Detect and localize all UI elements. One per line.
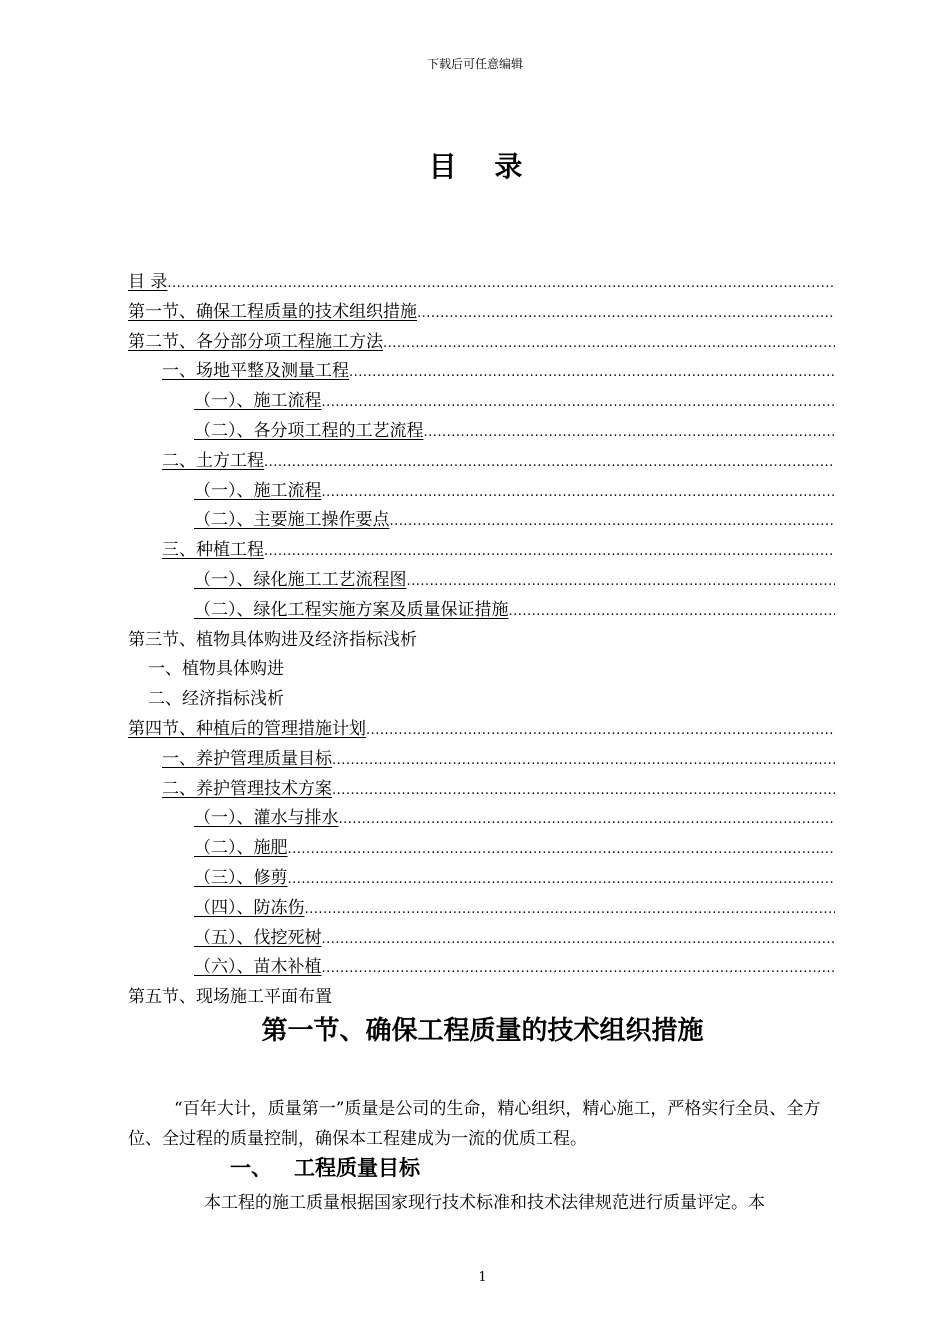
toc-entry-label[interactable]: （六）、苗木补植: [194, 957, 322, 978]
toc-entry-label[interactable]: 一、养护管理质量目标: [162, 748, 332, 769]
toc-entry-label[interactable]: （二）、绿化工程实施方案及质量保证措施: [194, 599, 509, 620]
toc-dot-leader: [407, 567, 836, 597]
toc-entry-label[interactable]: 二、土方工程: [162, 450, 264, 471]
toc-entry-label[interactable]: （一）、灌水与排水: [194, 808, 339, 829]
toc-dot-leader: [509, 597, 836, 627]
toc-entry[interactable]: [128, 924, 835, 954]
toc-entry[interactable]: [128, 834, 835, 864]
toc-entry-label[interactable]: （一）、施工流程: [194, 391, 322, 412]
subheading: [230, 1152, 420, 1182]
toc-entry-label[interactable]: （一）、施工流程: [194, 480, 322, 501]
toc-dot-leader: [288, 835, 836, 865]
page-header-note: 下载后可任意编辑: [426, 57, 523, 71]
toc-entry-label: 第三节、植物具体购进及经济指标浅析: [128, 629, 417, 650]
toc-entry[interactable]: [128, 596, 835, 626]
section-title: 第一节、确保工程质量的技术组织措施: [261, 1016, 704, 1046]
toc-entry[interactable]: [128, 387, 835, 417]
toc-entry-label[interactable]: （二）、各分项工程的工艺流程: [194, 420, 424, 441]
toc-dot-leader: [322, 954, 836, 984]
page-number: 1: [478, 1270, 487, 1285]
toc-dot-leader: [264, 448, 835, 478]
toc-entry[interactable]: [128, 477, 835, 507]
toc-entry-label: 第五节、现场施工平面布置: [128, 987, 332, 1008]
toc-entry[interactable]: [128, 745, 835, 775]
toc-entry: [128, 685, 835, 715]
toc-entry[interactable]: [128, 328, 835, 358]
toc-entry-label[interactable]: （一）、绿化施工工艺流程图: [194, 569, 407, 590]
toc-dot-leader: [424, 418, 836, 448]
toc-dot-leader: [167, 269, 835, 299]
toc-entry-label[interactable]: （三）、修剪: [194, 867, 288, 888]
toc-entry-label[interactable]: 二、养护管理技术方案: [162, 778, 332, 799]
toc-entry[interactable]: [128, 566, 835, 596]
toc-entry[interactable]: [128, 447, 835, 477]
toc-entry[interactable]: [128, 864, 835, 894]
toc-entry-label: 二、经济指标浅析: [148, 689, 284, 710]
toc-dot-leader: [332, 746, 835, 776]
toc-entry[interactable]: [128, 715, 835, 745]
toc-entry-label[interactable]: 第一节、确保工程质量的技术组织措施: [128, 301, 417, 322]
toc-entry-label[interactable]: 一、场地平整及测量工程: [162, 361, 349, 382]
toc-dot-leader: [332, 776, 835, 806]
toc-entry[interactable]: [128, 298, 835, 328]
toc-dot-leader: [366, 716, 835, 746]
toc-entry[interactable]: [128, 357, 835, 387]
toc-entry[interactable]: [128, 804, 835, 834]
subheading-text: 工程质量目标: [294, 1155, 420, 1180]
toc-entry[interactable]: [128, 775, 835, 805]
toc-entry-label[interactable]: 第二节、各分部分项工程施工方法: [128, 331, 383, 352]
toc-dot-leader: [383, 329, 835, 359]
body-paragraph: 本工程的施工质量根据国家现行技术标准和技术法律规范进行质量评定。本: [204, 1193, 765, 1213]
toc-entry-label[interactable]: （四）、防冻伤: [194, 897, 305, 918]
toc-dot-leader: [349, 358, 835, 388]
intro-paragraph: “百年大计，质量第一”质量是公司的生命，精心组织，精心施工，严格实行全员、全方位、全过程的质量控制，确保本工程建成为一流的优质工程。: [128, 1099, 821, 1149]
toc-dot-leader: [390, 507, 836, 537]
toc-dot-leader: [288, 865, 836, 895]
toc-dot-leader: [305, 895, 836, 925]
toc-title: 目 录: [428, 150, 537, 183]
toc-entry-label: 一、植物具体购进: [148, 659, 284, 680]
toc-entry-label[interactable]: 目 录: [128, 272, 168, 292]
toc-dot-leader: [417, 299, 835, 329]
toc-dot-leader: [264, 537, 835, 567]
subheading-number: 一、: [230, 1155, 272, 1180]
toc-entry: [128, 655, 835, 685]
toc-dot-leader: [322, 388, 836, 418]
toc-entry[interactable]: [128, 506, 835, 536]
toc-entry: [128, 983, 835, 1013]
toc-dot-leader: [322, 925, 836, 955]
toc-entry[interactable]: [128, 417, 835, 447]
toc-entry[interactable]: [128, 268, 835, 298]
table-of-contents: [128, 268, 835, 1013]
toc-entry[interactable]: [128, 894, 835, 924]
toc-entry-label[interactable]: （五）、伐挖死树: [194, 927, 322, 948]
toc-dot-leader: [322, 478, 836, 508]
toc-entry-label[interactable]: 三、种植工程: [162, 540, 264, 561]
toc-entry[interactable]: [128, 536, 835, 566]
toc-entry: [128, 626, 835, 656]
toc-entry[interactable]: [128, 953, 835, 983]
toc-entry-label[interactable]: 第四节、种植后的管理措施计划: [128, 718, 366, 739]
toc-entry-label[interactable]: （二）、施肥: [194, 838, 288, 859]
toc-entry-label[interactable]: （二）、主要施工操作要点: [194, 510, 390, 531]
toc-dot-leader: [339, 805, 836, 835]
